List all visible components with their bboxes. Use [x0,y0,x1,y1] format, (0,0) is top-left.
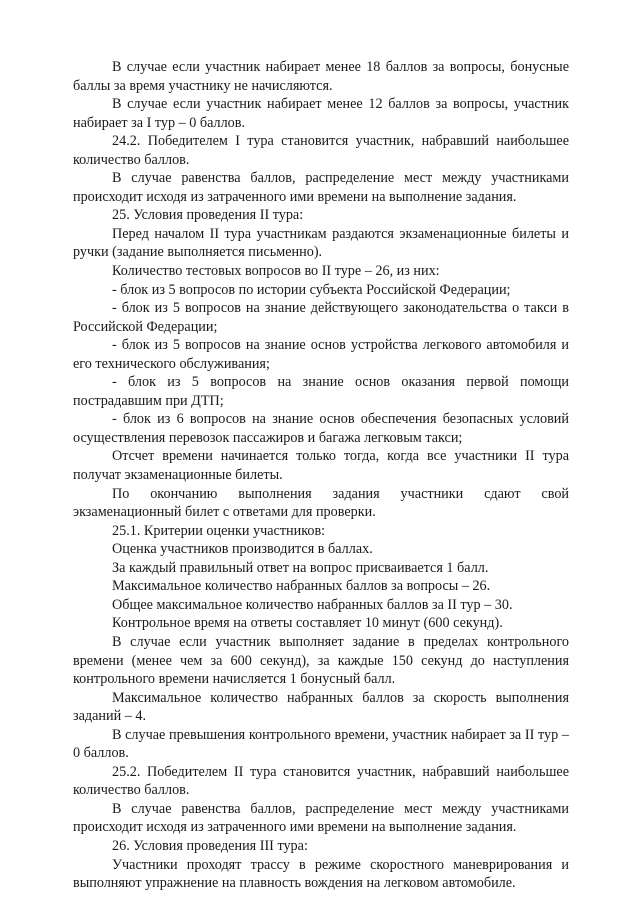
paragraph-tie-break-tour-1: В случае равенства баллов, распределение мест между участниками происходит исходя из затраченного ими времени на выполнение задания. [73,170,569,205]
paragraph-25-1-criteria: 25.1. Критерии оценки участников: [112,522,326,539]
paragraph-zero-points-tour-1: В случае если участник набирает менее 12 баллов за вопросы, участник набирает за I тур – 0 баллов. [73,96,569,131]
list-item-safety-block: - блок из 6 вопросов на знание основ обеспечения безопасных условий осуществления перевозок пассажиров и багажа легковым такси; [73,411,569,446]
paragraph-24-2-winner-tour-1: 24.2. Победителем I тура становится участник, набравший наибольшее количество баллов. [73,133,569,168]
paragraph-track-maneuvering: Участники проходят трассу в режиме скоростного маневрирования и выполняют упражнение на плавность вождения на легковом автомобиле. [73,856,569,892]
paragraph-exam-tickets: Перед началом II тура участникам раздаются экзаменационные билеты и ручки (задание выполняется письменно). [73,225,569,261]
paragraph-time-exceeded: В случае превышения контрольного времени, участник набирает за II тур – 0 баллов. [73,726,569,762]
list-item-legislation-block: - блок из 5 вопросов на знание действующего законодательства о такси в Российской Федерации; [73,300,569,335]
paragraph-bonus-not-awarded: В случае если участник набирает менее 18 баллов за вопросы, бонусные баллы за время участнику не начисляются. [73,59,569,94]
paragraph-tie-break-tour-2: В случае равенства баллов, распределение мест между участниками происходит исходя из затраченного ими времени на выполнение задания. [73,800,569,836]
paragraph-question-count: Количество тестовых вопросов во II туре – 26, из них: [112,263,440,280]
paragraph-submit-ticket: По окончанию выполнения задания участники сдают свой экзаменационный билет с ответами для проверки. [73,485,569,521]
paragraph-control-time: Контрольное время на ответы составляет 10 минут (600 секунд). [112,615,503,632]
paragraph-max-points-questions: Максимальное количество набранных баллов за вопросы – 26. [112,578,491,595]
paragraph-max-speed-points: Максимальное количество набранных баллов за скорость выполнения заданий – 4. [73,689,569,725]
paragraph-time-start: Отсчет времени начинается только тогда, когда все участники II тура получат экзаменационные билеты. [73,448,569,484]
document-body [73,58,569,893]
paragraph-bonus-for-time: В случае если участник выполняет задание в пределах контрольного времени (менее чем за 600 секунд), за каждые 150 секунд до наступления контрольного времени начисляется 1 бонусный балл. [73,633,569,688]
paragraph-26-conditions-tour-3: 26. Условия проведения III тура: [112,837,308,854]
list-item-history-block: - блок из 5 вопросов по истории субъекта Российской Федерации; [112,281,511,298]
paragraph-scoring-in-points: Оценка участников производится в баллах. [112,541,373,558]
list-item-car-structure-block: - блок из 5 вопросов на знание основ устройства легкового автомобиля и его технического обслуживания; [73,337,569,372]
paragraph-25-2-winner-tour-2: 25.2. Победителем II тура становится участник, набравший наибольшее количество баллов. [73,763,569,799]
list-item-first-aid-block: - блок из 5 вопросов на знание основ оказания первой помощи пострадавшим при ДТП; [73,374,569,409]
paragraph-one-point-per-answer: За каждый правильный ответ на вопрос присваивается 1 балл. [112,559,489,576]
paragraph-total-max-points: Общее максимальное количество набранных баллов за II тур – 30. [112,596,513,613]
paragraph-25-conditions-tour-2: 25. Условия проведения II тура: [112,207,304,224]
